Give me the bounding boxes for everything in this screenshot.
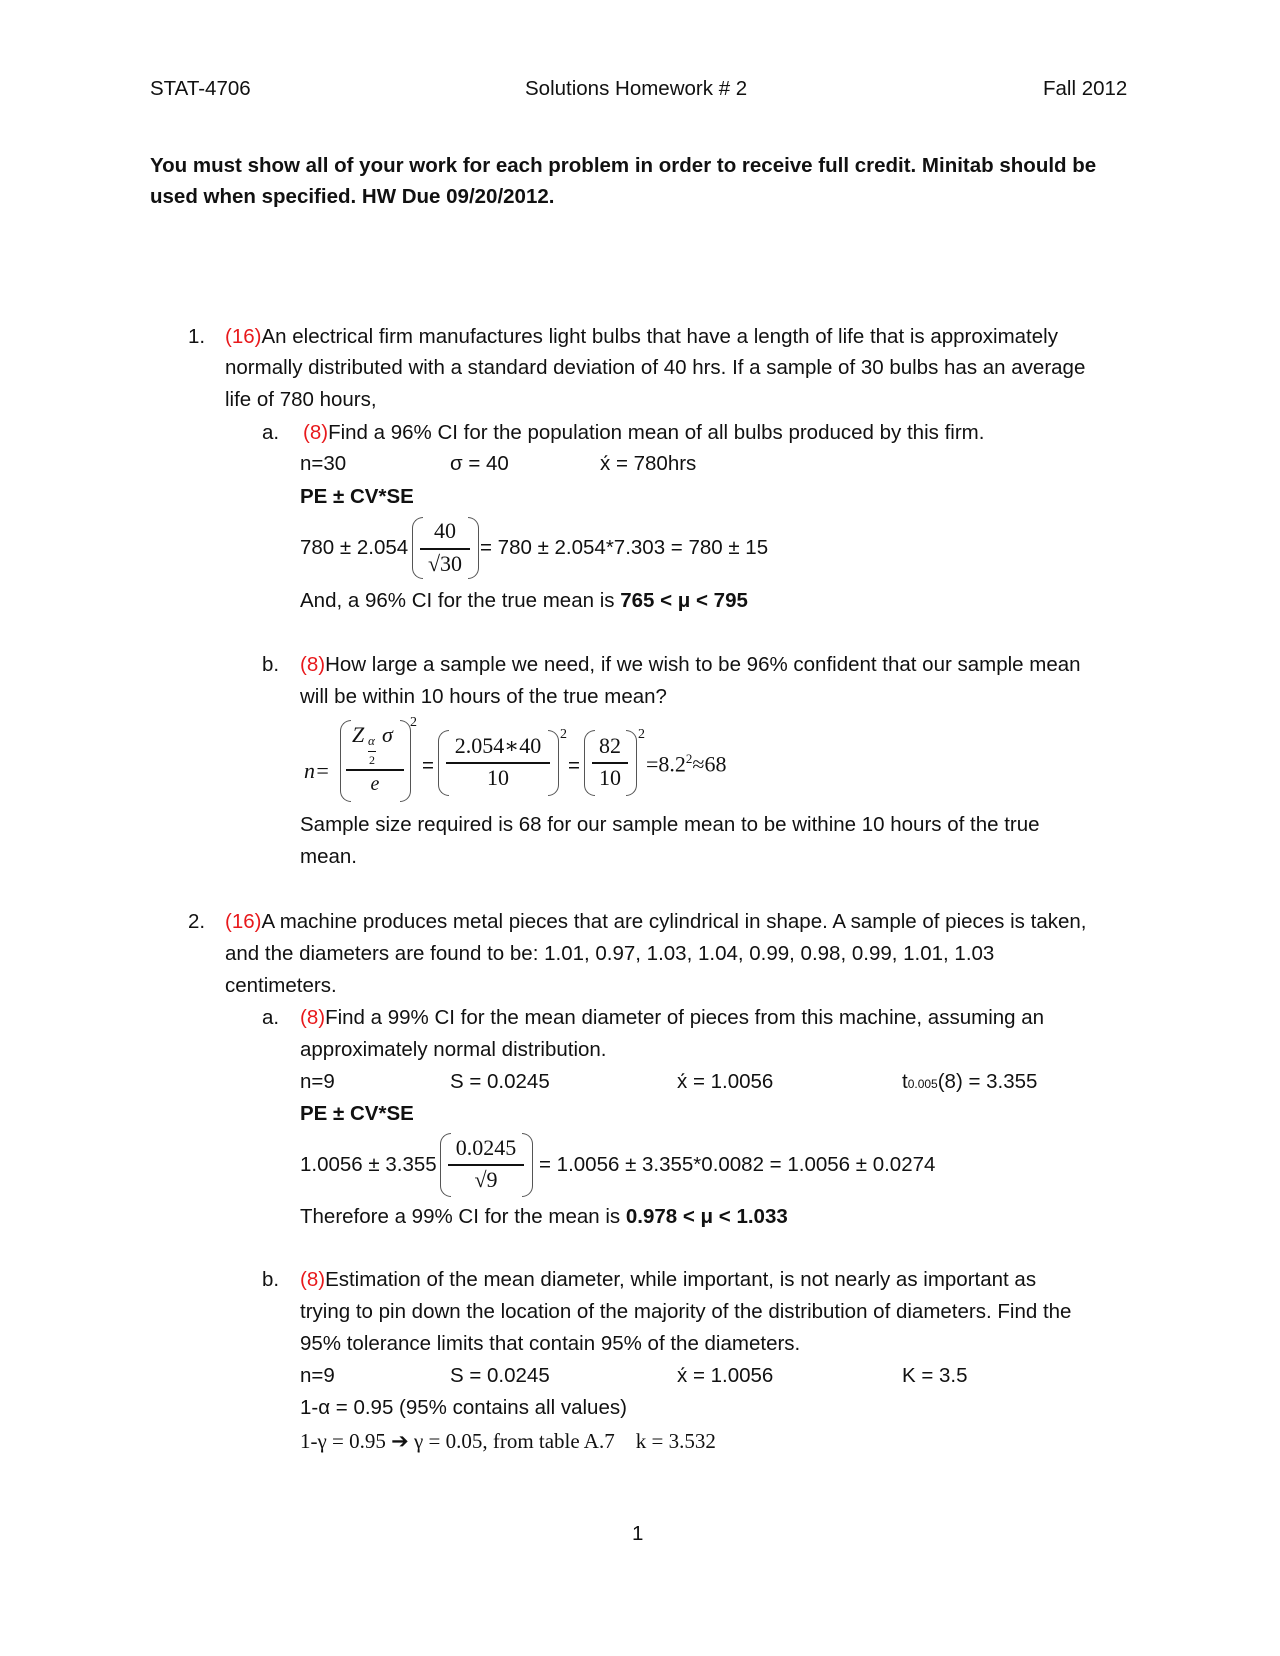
p2a-frac-den: √9 [474,1167,498,1192]
p1b-e: e [370,773,380,795]
p1b-f3-bar [592,762,628,764]
problem-2-number: 2. [188,910,206,933]
p1a-frac-bar [420,548,470,550]
problem-1-number: 1. [188,325,206,348]
p1b-conclusion-line-1: Sample size required is 68 for our sample mean to be withine 10 hours of the true [300,813,1040,836]
problem-1a-question: Find a 96% CI for the population mean of all bulbs produced by this firm. [328,421,985,444]
p1b-equals-2: = [568,754,580,777]
p1a-sigma: σ = 40 [450,452,509,475]
p1b-frac-1-bar [346,769,404,771]
p1b-equals-1: = [422,754,434,777]
p1a-xbar: x́ = 780hrs [600,452,697,475]
p1b-f3-den: 10 [599,765,621,790]
page-number: 1 [632,1522,644,1545]
p2a-conclusion [300,1207,788,1228]
problem-2-line-1 [225,912,1086,933]
problem-1b-question: How large a sample we need, if we wish to be 96% confident that our sample mean [325,653,1081,676]
p1b-fraction-2 [446,732,550,794]
problem-2b-points: (8) [300,1268,326,1291]
p1b-alpha: α [368,733,375,748]
problem-1-line-3: life of 780 hours, [225,388,377,411]
problem-1b-line-1 [300,655,1081,676]
problem-1b-label: b. [262,653,280,676]
instructions-line-2: used when specified. HW Due 09/20/2012. [150,185,555,208]
p1b-alpha-bar [368,751,376,752]
instructions-line-1: You must show all of your work for each problem in order to receive full credit. Minitab should be [150,154,1097,177]
problem-1a-points: (8) [303,421,329,444]
p1b-sigma: σ [382,722,393,747]
problem-1a-text [303,423,984,444]
problem-1b-points: (8) [300,653,326,676]
p2a-s: S = 0.0245 [450,1070,550,1093]
problem-2a-points: (8) [300,1006,326,1029]
problem-2a-label: a. [262,1006,280,1029]
problem-1-points: (16) [225,325,262,348]
p1a-conclusion-text: And, a 96% CI for the true mean is [300,589,621,612]
p1a-conclusion [300,591,748,612]
p1b-square-2: 2 [560,727,567,742]
p1b-f3-num: 82 [599,733,621,758]
problem-2-line-3: centimeters. [225,974,337,997]
document-title: Solutions Homework # 2 [525,77,748,100]
p2a-frac-num: 0.0245 [455,1135,517,1160]
p2a-ci-result: 0.978 < μ < 1.033 [625,1205,788,1228]
p2a-right-paren [522,1133,533,1197]
p1b-f2-den: 10 [487,765,509,790]
p2b-alpha-line: 1-α = 0.95 (95% contains all values) [300,1396,627,1419]
p1b-rhs: =8.2 [646,751,686,777]
p1b-two: 2 [369,753,375,767]
problem-2b-line-3: 95% tolerance limits that contain 95% of the diameters. [300,1332,801,1355]
p2a-t: t [902,1070,908,1093]
p1b-f2-num: 2.054∗40 [454,733,542,758]
p2a-eq-left: 1.0056 ± 3.355 [300,1153,437,1176]
problem-2-text: A machine produces metal pieces that are cylindrical in shape. A sample of pieces is taken, [261,910,1087,933]
problem-2a-question: Find a 99% CI for the mean diameter of pieces from this machine, assuming an [325,1006,1045,1029]
p2a-fraction [448,1134,524,1196]
p2b-n: n=9 [300,1364,335,1387]
p2a-pe-formula: PE ± CV*SE [300,1102,414,1125]
problem-2-line-2: and the diameters are found to be: 1.01, 0.97, 1.03, 1.04, 0.99, 0.98, 0.99, 1.01, 1.03 [225,942,995,965]
p2a-t-value [902,1072,1037,1093]
p1a-pe-formula: PE ± CV*SE [300,485,414,508]
p1b-n-lhs: n= [304,758,330,783]
p1b-fraction-3 [592,732,628,794]
p1b-fraction-1 [346,720,404,800]
p1b-paren-1-right [400,720,411,802]
p2a-t-rest: (8) = 3.355 [937,1070,1038,1093]
p2b-xbar: x́ = 1.0056 [677,1364,774,1387]
p2a-conclusion-text: Therefore a 99% CI for the mean is [300,1205,626,1228]
p1a-frac-den: √30 [427,551,463,576]
p1b-f2-bar [446,762,550,764]
p1b-square-1: 2 [410,715,417,730]
p1b-paren-3-right [626,730,637,796]
p1a-eq-right: = 780 ± 2.054*7.303 = 780 ± 15 [480,536,769,559]
p2a-n: n=9 [300,1070,335,1093]
problem-1b-line-2: will be within 10 hours of the true mean? [300,685,667,708]
problem-1-line-2: normally distributed with a standard deviation of 40 hrs. If a sample of 30 bulbs has an average [225,356,1086,379]
problem-1-line-1 [225,327,1058,348]
p2a-frac-bar [448,1164,524,1166]
p1a-n: n=30 [300,452,347,475]
p1a-ci-result: 765 < μ < 795 [620,589,748,612]
p1a-frac-num: 40 [434,518,456,543]
problem-1-text: An electrical firm manufactures light bulbs that have a length of life that is approximately [261,325,1058,348]
term: Fall 2012 [1043,77,1128,100]
p1b-z: Z [352,722,365,747]
p1a-fraction [420,518,470,578]
problem-2b-question: Estimation of the mean diameter, while important, is not nearly as important as [325,1268,1037,1291]
course-code: STAT-4706 [150,77,251,100]
problem-2a-line-2: approximately normal distribution. [300,1038,607,1061]
problem-2-points: (16) [225,910,262,933]
p1b-paren-2-right [548,730,559,796]
p2a-t-sub: 0.005 [907,1077,938,1091]
problem-2b-line-2: trying to pin down the location of the majority of the distribution of diameters. Find the [300,1300,1072,1323]
p1b-square-3: 2 [638,727,645,742]
p2b-s: S = 0.0245 [450,1364,550,1387]
p2a-xbar: x́ = 1.0056 [677,1070,774,1093]
p1a-eq-left: 780 ± 2.054 [300,536,409,559]
problem-2b-label: b. [262,1268,280,1291]
problem-2a-line-1 [300,1008,1044,1029]
p1b-conclusion-line-2: mean. [300,845,357,868]
p2b-k: K = 3.5 [902,1364,968,1387]
p2a-eq-right: = 1.0056 ± 3.355*0.0082 = 1.0056 ± 0.0274 [539,1153,936,1176]
p2b-gamma-line: 1-γ = 0.95 ➔ γ = 0.05, from table A.7 k = 3.532 [300,1429,716,1453]
p1a-right-paren [468,517,479,579]
p1b-result [646,752,727,775]
problem-1a-label: a. [262,421,280,444]
p1b-rhs-sup: 2 [685,751,693,766]
p1b-approx: ≈68 [692,751,727,777]
problem-2b-line-1 [300,1270,1036,1291]
